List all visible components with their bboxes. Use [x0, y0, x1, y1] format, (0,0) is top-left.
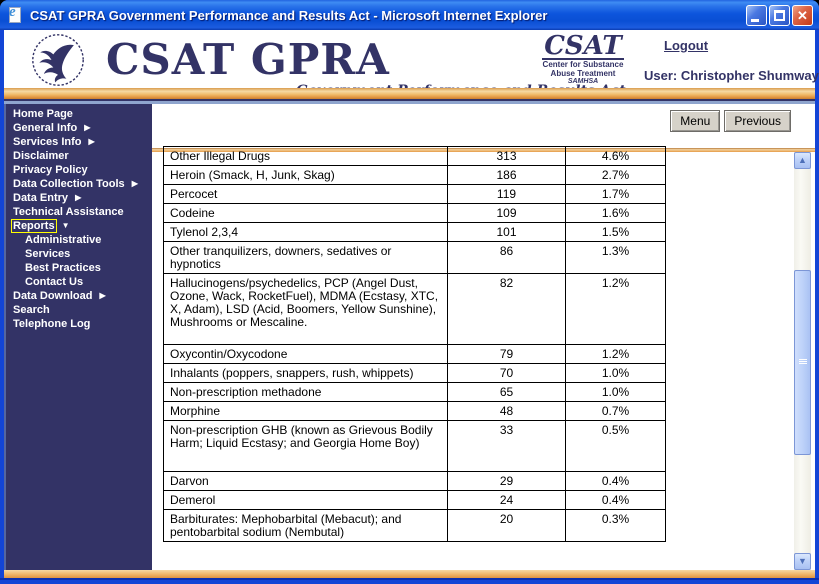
sidebar-item-label: General Info: [13, 122, 78, 134]
percent-cell: 1.2%: [566, 345, 666, 364]
sidebar-item-data-entry[interactable]: [12, 191, 152, 205]
table-row: [164, 242, 666, 274]
minimize-button[interactable]: [746, 5, 767, 26]
sidebar-item-label: Search: [13, 304, 50, 316]
drug-name-cell: Percocet: [164, 185, 448, 204]
table-row: [164, 345, 666, 364]
count-cell: 119: [448, 185, 566, 204]
drug-name-cell: Hallucinogens/psychedelics, PCP (Angel Dust, Ozone, Wack, RocketFuel), MDMA (Ecstasy, XTC, X, Adam), LSD (Acid, Boomers, Yellow Sunshine), Mushrooms or Mescaline.: [164, 274, 448, 345]
sidebar-item-telephone-log[interactable]: [12, 317, 152, 331]
drug-name-cell: Non-prescription methadone: [164, 383, 448, 402]
submenu-arrow-icon: ▼: [61, 221, 70, 230]
sidebar-navigation: [4, 104, 152, 570]
vertical-scrollbar[interactable]: [794, 152, 811, 570]
drug-name-cell: Barbiturates: Mephobarbital (Mebacut); and pentobarbital sodium (Nembutal): [164, 510, 448, 542]
percent-cell: 1.6%: [566, 204, 666, 223]
internet-explorer-icon: e: [6, 6, 24, 24]
footer-gold-bar: [4, 570, 815, 578]
count-cell: 313: [448, 147, 566, 166]
content-area: [4, 104, 815, 570]
table-row: [164, 364, 666, 383]
sidebar-item-label: Disclaimer: [13, 150, 69, 162]
drug-name-cell: Other Illegal Drugs: [164, 147, 448, 166]
table-row: [164, 491, 666, 510]
submenu-arrow-icon: ▶: [84, 123, 91, 132]
drug-name-cell: Morphine: [164, 402, 448, 421]
sidebar-item-data-download[interactable]: [12, 289, 152, 303]
csat-samhsa-logo: CSAT Center for Substance Abuse Treatment SAMHSA: [542, 31, 624, 85]
drug-name-cell: Inhalants (poppers, snappers, rush, whippets): [164, 364, 448, 383]
sidebar-item-reports[interactable]: [12, 219, 152, 233]
table-row: [164, 223, 666, 242]
scroll-down-arrow-icon[interactable]: ▼: [794, 553, 811, 570]
sidebar-item-general-info[interactable]: [12, 121, 152, 135]
sidebar-item-services[interactable]: [12, 247, 152, 261]
logged-in-user: User: Christopher Shumway: [644, 68, 819, 83]
count-cell: 82: [448, 274, 566, 345]
sidebar-item-label: Reports: [13, 220, 55, 232]
sidebar-item-contact-us[interactable]: [12, 275, 152, 289]
table-row: [164, 274, 666, 345]
drug-name-cell: Non-prescription GHB (known as Grievous Bodily Harm; Liquid Ecstasy; and Georgia Home Boy): [164, 421, 448, 472]
sidebar-item-administrative[interactable]: [12, 233, 152, 247]
count-cell: 65: [448, 383, 566, 402]
percent-cell: 1.0%: [566, 383, 666, 402]
drug-name-cell: Darvon: [164, 472, 448, 491]
hhs-eagle-logo: [16, 32, 100, 88]
sidebar-item-search[interactable]: [12, 303, 152, 317]
sidebar-item-best-practices[interactable]: [12, 261, 152, 275]
table-row: [164, 185, 666, 204]
table-row: [164, 421, 666, 472]
page-header: [4, 30, 819, 88]
sidebar-item-label: Services: [25, 248, 71, 260]
percent-cell: 4.6%: [566, 147, 666, 166]
sidebar-item-disclaimer[interactable]: [12, 149, 152, 163]
maximize-button[interactable]: [769, 5, 790, 26]
count-cell: 29: [448, 472, 566, 491]
submenu-arrow-icon: ▶: [131, 179, 138, 188]
sidebar-item-label: Privacy Policy: [13, 164, 88, 176]
scrollbar-thumb[interactable]: [794, 270, 811, 455]
menu-button[interactable]: Menu: [670, 110, 720, 132]
sidebar-item-label: Data Entry: [13, 192, 69, 204]
count-cell: 70: [448, 364, 566, 383]
csat-logo-acronym: CSAT: [544, 31, 622, 61]
logout-link[interactable]: Logout: [664, 38, 709, 53]
sidebar-item-data-collection-tools[interactable]: [12, 177, 152, 191]
drug-report-table: [163, 146, 666, 542]
sidebar-item-label: Data Collection Tools: [13, 178, 125, 190]
count-cell: 86: [448, 242, 566, 274]
percent-cell: 2.7%: [566, 166, 666, 185]
sidebar-item-services-info[interactable]: [12, 135, 152, 149]
sidebar-item-label: Home Page: [13, 108, 73, 120]
close-button[interactable]: ✕: [792, 5, 813, 26]
sidebar-item-label: Services Info: [13, 136, 82, 148]
sidebar-item-privacy-policy[interactable]: [12, 163, 152, 177]
drug-name-cell: Tylenol 2,3,4: [164, 223, 448, 242]
percent-cell: 1.2%: [566, 274, 666, 345]
percent-cell: 1.5%: [566, 223, 666, 242]
window-title: CSAT GPRA Government Performance and Results Act - Microsoft Internet Explorer: [30, 7, 548, 23]
count-cell: 79: [448, 345, 566, 364]
scroll-up-arrow-icon[interactable]: ▲: [794, 152, 811, 169]
count-cell: 24: [448, 491, 566, 510]
sidebar-item-label: Data Download: [13, 290, 93, 302]
sidebar-item-label: Telephone Log: [13, 318, 91, 330]
sidebar-item-label: Technical Assistance: [13, 206, 124, 218]
submenu-arrow-icon: ▶: [99, 291, 106, 300]
percent-cell: 1.7%: [566, 185, 666, 204]
percent-cell: 1.3%: [566, 242, 666, 274]
submenu-arrow-icon: ▶: [88, 137, 95, 146]
previous-button[interactable]: Previous: [724, 110, 791, 132]
percent-cell: 0.3%: [566, 510, 666, 542]
drug-name-cell: Demerol: [164, 491, 448, 510]
percent-cell: 0.7%: [566, 402, 666, 421]
table-row: [164, 472, 666, 491]
table-row: [164, 166, 666, 185]
table-row: [164, 147, 666, 166]
table-row: [164, 402, 666, 421]
count-cell: 33: [448, 421, 566, 472]
sidebar-item-home-page[interactable]: [12, 107, 152, 121]
sidebar-item-label: Contact Us: [25, 276, 84, 288]
percent-cell: 0.5%: [566, 421, 666, 472]
drug-name-cell: Codeine: [164, 204, 448, 223]
title-bar[interactable]: [0, 0, 819, 30]
window-bottom-border: [0, 578, 819, 584]
scrollbar-grip-icon: [799, 359, 807, 365]
drug-name-cell: Heroin (Smack, H, Junk, Skag): [164, 166, 448, 185]
sidebar-item-label: Administrative: [25, 234, 102, 246]
drug-name-cell: Other tranquilizers, downers, sedatives or hypnotics: [164, 242, 448, 274]
count-cell: 48: [448, 402, 566, 421]
table-row: [164, 204, 666, 223]
percent-cell: 0.4%: [566, 472, 666, 491]
sidebar-item-label: Best Practices: [25, 262, 101, 274]
drug-name-cell: Oxycontin/Oxycodone: [164, 345, 448, 364]
brand-title: CSAT GPRA: [106, 35, 390, 84]
table-row: [164, 383, 666, 402]
toolbar: [670, 110, 791, 132]
count-cell: 109: [448, 204, 566, 223]
count-cell: 186: [448, 166, 566, 185]
count-cell: 20: [448, 510, 566, 542]
count-cell: 101: [448, 223, 566, 242]
submenu-arrow-icon: ▶: [75, 193, 82, 202]
sidebar-item-technical-assistance[interactable]: [12, 205, 152, 219]
table-row: [164, 510, 666, 542]
report-table-viewport: [152, 149, 815, 570]
percent-cell: 1.0%: [566, 364, 666, 383]
percent-cell: 0.4%: [566, 491, 666, 510]
header-gold-divider: [4, 88, 815, 99]
